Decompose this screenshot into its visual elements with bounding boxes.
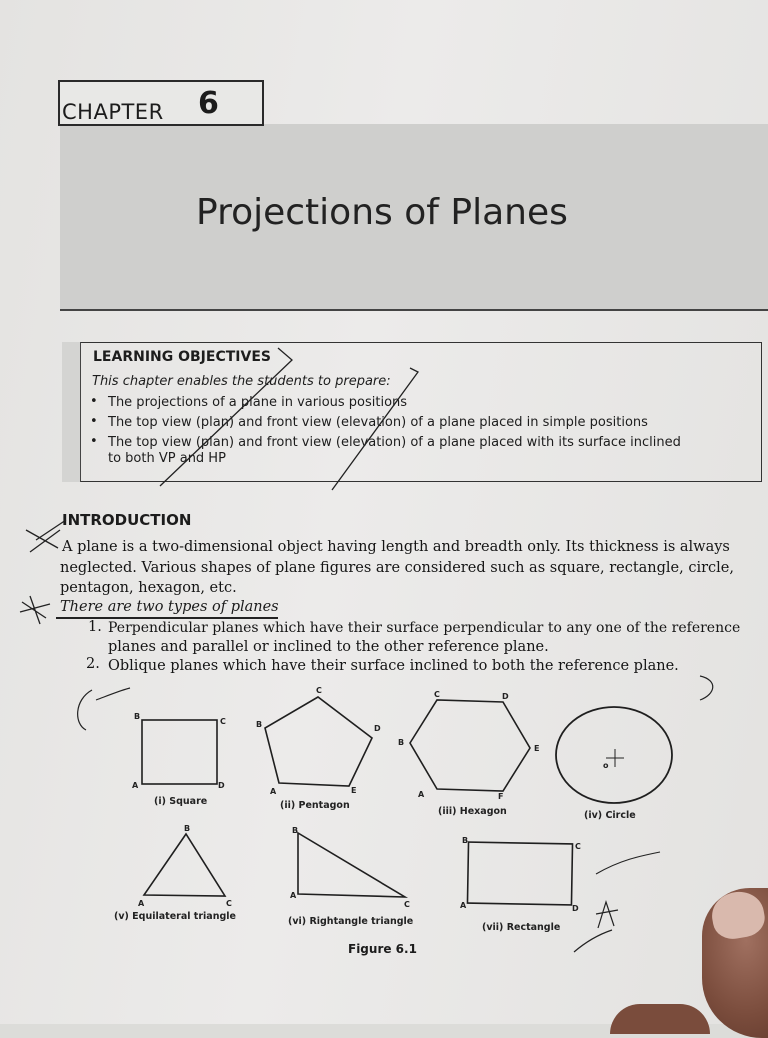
pen-annotation — [574, 902, 618, 952]
circle-shape — [556, 707, 672, 803]
vertex-label: D — [502, 692, 509, 701]
vertex-label: D — [218, 781, 225, 790]
type-item-line: Perpendicular planes which have their surface perpendicular to any one of the reference — [108, 620, 741, 636]
vertex-label: B — [462, 836, 469, 845]
vertex-label: B — [184, 824, 191, 833]
type-item-line: Oblique planes which have their surface inclined to both the reference plane. — [108, 658, 679, 674]
intro-line: A plane is a two-dimensional object having length and breadth only. Its thickness is always — [62, 539, 730, 555]
vertex-label: B — [256, 720, 263, 729]
vertex-label: E — [534, 744, 540, 753]
vertex-label: C — [220, 717, 226, 726]
figure-caption: (iv) Circle — [584, 810, 636, 821]
vertex-label: C — [434, 690, 440, 699]
objective-item: The top view (plan) and front view (elevation) of a plane placed in simple positions — [108, 415, 648, 430]
right-triangle-shape — [298, 833, 405, 897]
vertex-label: A — [138, 899, 145, 908]
figure-caption: (iii) Hexagon — [438, 806, 507, 817]
vertex-label: E — [351, 786, 357, 795]
pen-annotation — [20, 596, 50, 624]
list-number: 2. — [86, 656, 100, 672]
vertex-label: B — [134, 712, 141, 721]
figure-caption: (vi) Rightangle triangle — [288, 916, 414, 927]
vertex-label: A — [290, 891, 297, 900]
introduction-heading: INTRODUCTION — [62, 511, 192, 529]
vertex-label: B — [292, 826, 299, 835]
equilateral-triangle-shape — [144, 834, 225, 896]
type-item-line: planes and parallel or inclined to the other reference plane. — [108, 639, 549, 655]
objective-item-continuation: to both VP and HP — [108, 451, 226, 466]
vertex-label: C — [575, 842, 581, 851]
vertex-label: D — [572, 904, 579, 913]
pen-annotation — [78, 688, 130, 730]
figure-caption: (i) Square — [154, 796, 208, 807]
rectangle-shape — [467, 842, 572, 905]
figure-caption: (v) Equilateral triangle — [114, 911, 236, 922]
vertex-label: C — [404, 900, 410, 909]
vertex-label: B — [398, 738, 405, 747]
page-title: Projections of Planes — [196, 192, 568, 233]
bullet-icon: • — [90, 434, 98, 449]
finger — [610, 1004, 710, 1034]
vertex-label: A — [460, 901, 467, 910]
vertex-label: A — [132, 781, 139, 790]
objective-item: The projections of a plane in various positions — [108, 395, 408, 410]
square-shape — [142, 720, 217, 784]
learning-objectives-intro: This chapter enables the students to prepare: — [92, 374, 391, 389]
chapter-label: CHAPTER — [62, 100, 164, 124]
vertex-label: C — [226, 899, 232, 908]
pen-annotation — [596, 852, 660, 874]
hexagon-shape — [410, 700, 530, 791]
pen-annotation — [160, 348, 292, 486]
objective-item: The top view (plan) and front view (elevation) of a plane placed with its surface inclined — [108, 435, 681, 450]
types-heading: There are two types of planes — [60, 599, 279, 615]
pen-annotation — [332, 368, 418, 490]
pen-annotation — [700, 676, 713, 700]
figure-caption: (ii) Pentagon — [280, 800, 350, 811]
vertex-label: D — [374, 724, 381, 733]
vertex-label: F — [498, 792, 504, 801]
vertex-label: A — [270, 787, 277, 796]
intro-line: pentagon, hexagon, etc. — [60, 580, 237, 596]
figure-title: Figure 6.1 — [348, 942, 417, 956]
vertex-label: A — [418, 790, 425, 799]
learning-objectives-heading: LEARNING OBJECTIVES — [93, 349, 271, 365]
vertex-label: C — [316, 686, 322, 695]
pentagon-shape — [265, 697, 372, 786]
intro-line: neglected. Various shapes of plane figures are considered such as square, rectangle, circle, — [60, 560, 734, 576]
bullet-icon: • — [90, 414, 98, 429]
center-label: o — [603, 761, 609, 770]
chapter-number: 6 — [198, 86, 219, 121]
list-number: 1. — [88, 619, 102, 635]
figure-caption: (vii) Rectangle — [482, 922, 561, 933]
pen-annotation — [26, 520, 66, 552]
bullet-icon: • — [90, 394, 98, 409]
